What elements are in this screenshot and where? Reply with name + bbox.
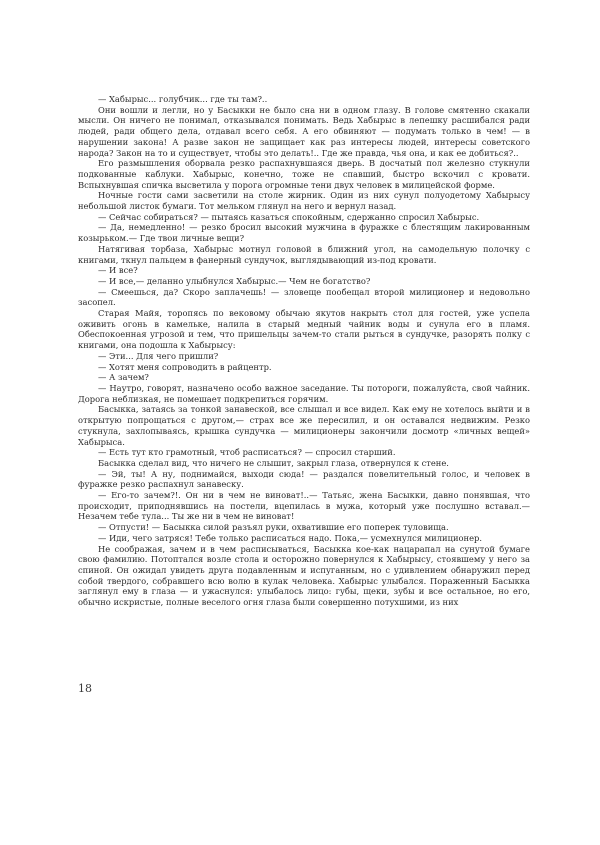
paragraph: Его размышления оборвала резко распахнувшаяся дверь. В досчатый пол железно стукнули подкованные каблуки. Хабырыс, конечно, тоже не спавший, быстро вскочил с кровати. Вспыхнувшая спичка высветила у порога огромные тени двух человек в милицейской форме. <box>78 158 530 190</box>
paragraph: — Его-то зачем?!. Он ни в чем не виноват!..— Татьяс, жена Басыкки, давно понявшая, что происходит, приподнявшись на постели, вцепилась в мужа, который уже послушно вставал.— Незачем тебе тула... Ты же ни в чем не виноват! <box>78 490 530 522</box>
paragraph: Ночные гости сами засветили на столе жирник. Один из них сунул полуодетому Хабырысу небольшой листок бумаги. Тот мельком глянул на него и вернул назад. <box>78 190 530 212</box>
paragraph: — Наутро, говорят, назначено особо важное заседание. Ты потороги, пожалуйста, свой чайник. Дорога неблизкая, не помешает подкрепиться горячим. <box>78 382 530 404</box>
paragraph: — Есть тут кто грамотный, чтоб расписаться? — спросил старший. <box>98 447 396 458</box>
paragraph: — Смеешься, да? Скоро заплачешь! — зловеще пообещал второй милиционер и недовольно засопел. <box>78 286 530 308</box>
paragraph: Басыкка, затаясь за тонкой занавеской, все слышал и все видел. Как ему не хотелось выйти и в открытую попрощаться с другом,— страх все же пересилил, и он оставался недвижим. Резко стукнула, захлопываясь, крышка сундучка — милиционеры закончили досмотр «личных вещей» Хабырыса. <box>78 404 530 447</box>
page-number: 18 <box>78 682 92 695</box>
paragraph: — Отпусти! — Басыкка силой разъял руки, охватившие его поперек туловища. <box>98 522 449 533</box>
paragraph: Старая Майя, торопясь по вековому обычаю якутов накрыть стол для гостей, уже успела оживить огонь в камельке, налила в старый медный чайник воды и сунула его в пламя. Обеспокоенная угрозой и тем, что пришельцы зачем-то стали рыться в сундучке, разорять полку с книгами, она подошла к Хабырысу: <box>78 308 530 351</box>
paragraph: — И все? <box>98 265 138 276</box>
paragraph: — И все,— деланно улыбнулся Хабырыс.— Чем не богатство? <box>98 275 371 286</box>
paragraph: — Эй, ты! А ну, поднимайся, выходи сюда! — раздался повелительный голос, и человек в фуражке резко распахнул занавеску. <box>78 468 530 490</box>
paragraph: Басыкка сделал вид, что ничего не слышит, закрыл глаза, отвернулся к стене. <box>98 457 449 468</box>
paragraph: — Хотят меня сопроводить в райцентр. <box>98 361 272 372</box>
paragraph: — Да, немедленно! — резко бросил высокий мужчина в фуражке с блестящим лакированным козырьком.— Где твои личные вещи? <box>78 222 530 244</box>
paragraph: — Иди, чего затряся! Тебе только расписаться надо. Пока,— усмехнулся милиционер. <box>98 532 483 543</box>
paragraph: Натягивая торбаза, Хабырыс мотнул головой в ближний угол, на самодельную полочку с книгами, ткнул пальцем в фанерный сундучок, выглядывающий из-под кровати. <box>78 243 530 265</box>
page-body <box>78 94 530 608</box>
paragraph: — Хабырыс... голубчик... где ты там?.. <box>98 94 268 104</box>
paragraph: Не соображая, зачем и в чем расписываться, Басыкка кое-как нацарапал на сунутой бумаге свою фамилию. Потоптался возле стола и осторожно повернулся к Хабырысу, стоявшему у него за спиной. Он ожидал увидеть друга подавленным и испуганным, но с удивлением обнаружил перед собой твердого, собравшего всю волю в кулак человека. Хабырыс улыбался. Пораженный Басыкка заглянул ему в глаза — и ужаснулся: улыбалось лицо: губы, щеки, зубы и все остальное, но его, обычно искристые, полные веселого огня глаза были совершенно потухшими, из них <box>78 543 530 608</box>
paragraph: — Эти... Для чего пришли? <box>98 350 219 361</box>
paragraph: — А зачем? <box>98 372 149 383</box>
paragraph: Они вошли и легли, но у Басыкки не было сна ни в одном глазу. В голове смятенно скакали мысли. Он ничего не понимал, отказывался понимать. Ведь Хабырыс в лепешку расшибался ради людей, ради общего дела, отдавал всего себя. А его обвиняют — подумать только в чем! — в нарушении закона! А разве закон не защищает как раз интересы людей, интересы советского народа? Закон на то и существует, чтобы это делать!.. Где же правда, чья она, и как ее добиться?.. <box>78 104 530 158</box>
paragraph: — Сейчас собираться? — пытаясь казаться спокойным, сдержанно спросил Хабырыс. <box>98 211 480 222</box>
